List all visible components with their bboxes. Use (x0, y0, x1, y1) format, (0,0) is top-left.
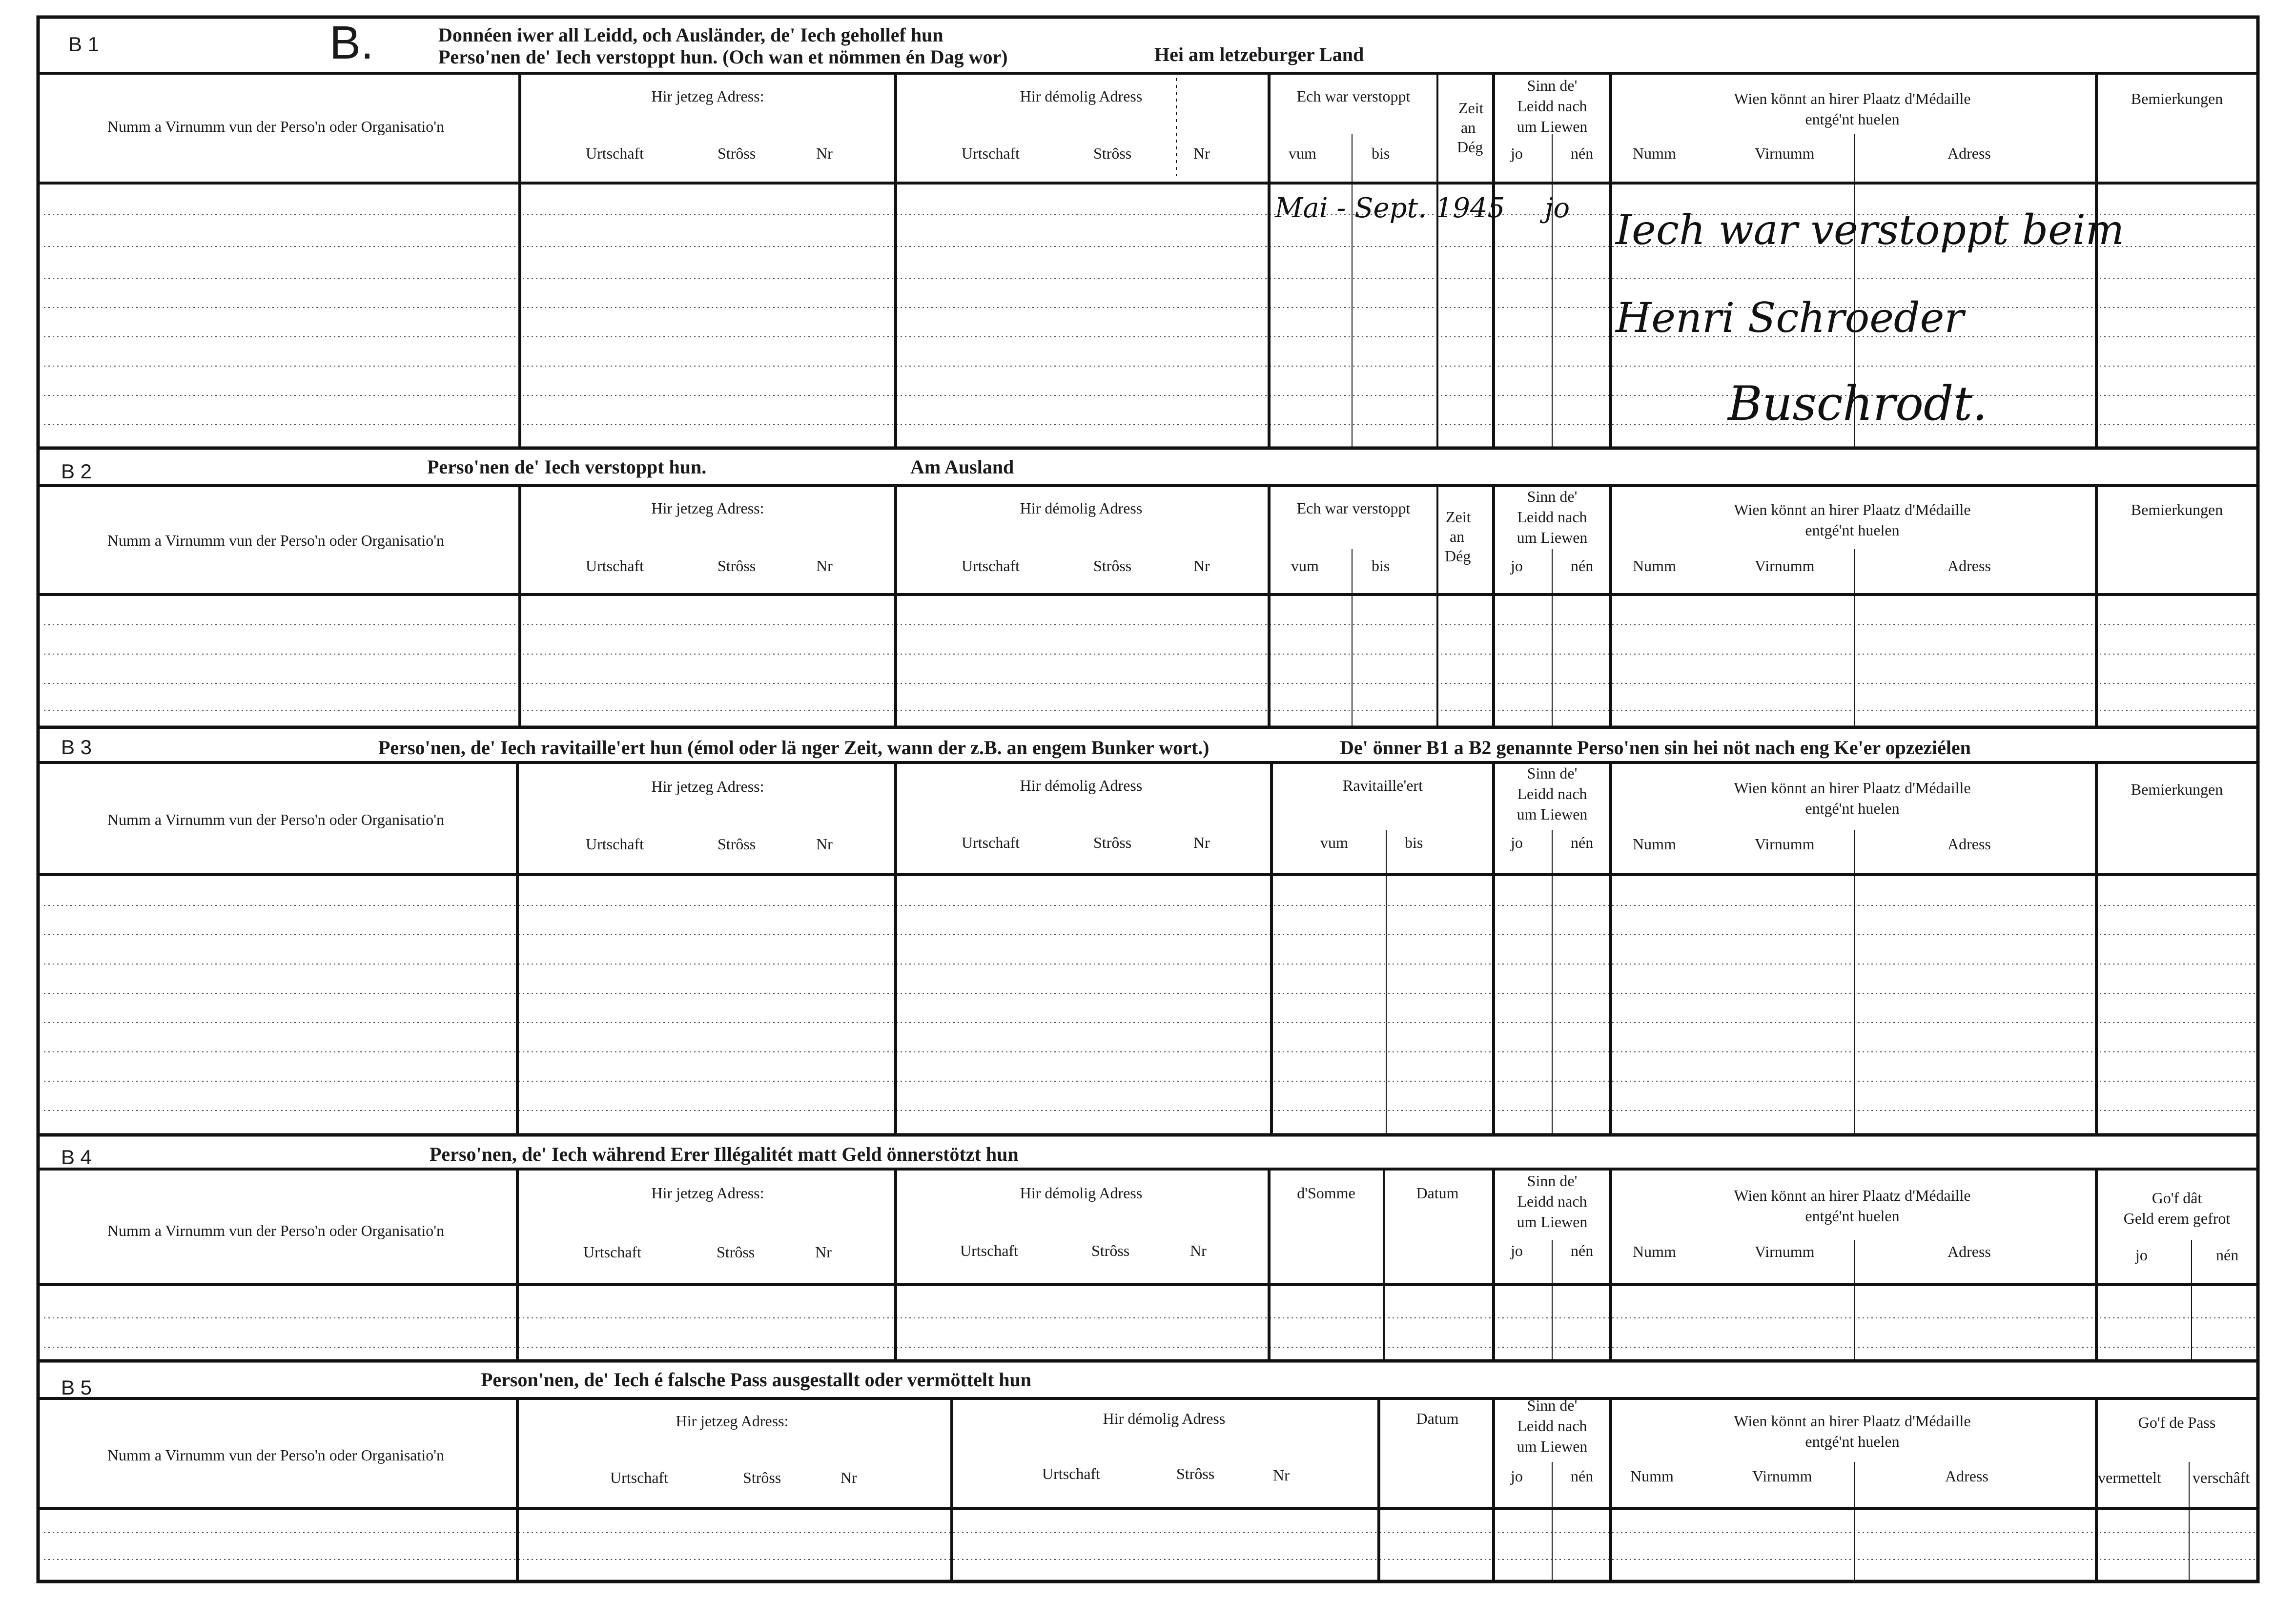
b1-sub-urtschaft-2: Urtschaft (962, 144, 1020, 162)
b3-col-supplied: Ravitaille'ert (1343, 777, 1423, 794)
b5-sub-numm: Numm (1630, 1467, 1674, 1485)
b4-title: Perso'nen, de' Iech während Erer Illégalitét matt Geld önnerstötzt hun (430, 1143, 1019, 1165)
b4-col-risk-3: um Liewen (1517, 1213, 1588, 1231)
b2-col-risk-2: Leidd nach (1517, 508, 1587, 526)
b4-sub-urtschaft-2: Urtschaft (960, 1242, 1019, 1259)
b3-col-name: Numm a Virnumm vun der Perso'n oder Organisatio'n (107, 811, 445, 828)
b2-title: Perso'nen de' Iech verstoppt hun. (427, 456, 707, 478)
b4-sub-nen2: nén (2216, 1246, 2239, 1264)
b2-col-current-addr: Hir jetzeg Adress: (651, 499, 764, 517)
b3-sub-adress: Adress (1948, 835, 1991, 853)
b2-sub-virnumm: Virnumm (1755, 557, 1815, 575)
b4-col-medal-2: entgé'nt huelen (1805, 1207, 1900, 1225)
b1-col-risk-1: Sinn de' (1527, 77, 1578, 94)
b3-col-former-addr: Hir démolig Adress (1020, 777, 1143, 794)
b2-col-time-1: Zeit (1446, 508, 1471, 526)
b2-sub-nen: nén (1571, 557, 1594, 575)
b5-col-risk-1: Sinn de' (1527, 1397, 1578, 1414)
b3-section-id: B 3 (61, 736, 92, 759)
b1-title-line1: Donnéen iwer all Leidd, och Ausländer, de' Iech gehollef hun (438, 24, 943, 46)
b2-col-risk-3: um Liewen (1517, 529, 1588, 546)
b2-title-suffix: Am Ausland (910, 456, 1014, 478)
b4-col-risk-1: Sinn de' (1527, 1172, 1578, 1190)
b5-sub-stross-2: Strôss (1176, 1465, 1215, 1482)
b2-sub-urtschaft-2: Urtschaft (962, 557, 1020, 575)
b1-sub-nr: Nr (816, 144, 833, 162)
b4-sub-virnumm: Virnumm (1755, 1243, 1815, 1260)
b5-sub-verschaft: verschâft (2193, 1469, 2250, 1486)
b1-sub-adress: Adress (1948, 144, 1991, 162)
b5-sub-vermettelt: vermettelt (2098, 1469, 2161, 1486)
b3-sub-virnumm: Virnumm (1755, 835, 1815, 853)
b4-col-name: Numm a Virnumm vun der Perso'n oder Organisatio'n (107, 1222, 445, 1239)
b1-col-risk-2: Leidd nach (1517, 97, 1587, 115)
b2-col-name: Numm a Virnumm vun der Perso'n oder Organisatio'n (107, 532, 445, 549)
b1-col-hidden: Ech war verstoppt (1296, 87, 1411, 105)
b1-col-former-addr: Hir démolig Adress (1020, 87, 1143, 105)
b1-col-current-addr: Hir jetzeg Adress: (651, 87, 764, 105)
b2-col-medal-1: Wien könnt an hirer Plaatz d'Médaille (1734, 501, 1971, 518)
b1-hand-line1: Iech war verstoppt beim (1616, 206, 2125, 254)
b1-sub-stross-2: Strôss (1093, 144, 1132, 162)
b5-col-pass: Go'f de Pass (2138, 1414, 2216, 1431)
b4-sub-numm: Numm (1633, 1243, 1676, 1260)
b3-sub-bis: bis (1405, 834, 1423, 851)
b4-sub-nen: nén (1571, 1242, 1594, 1259)
b3-sub-urtschaft: Urtschaft (586, 835, 644, 853)
b5-sub-urtschaft-2: Urtschaft (1042, 1465, 1101, 1482)
b5-sub-nen: nén (1571, 1467, 1594, 1485)
b3-title-suffix: De' önner B1 a B2 genannte Perso'nen sin hei nöt nach eng Ke'er opzeziélen (1340, 737, 1971, 759)
b3-col-remarks: Bemierkungen (2131, 780, 2223, 798)
b3-sub-numm: Numm (1633, 835, 1676, 853)
b4-col-risk-2: Leidd nach (1517, 1192, 1587, 1210)
b2-sub-stross-2: Strôss (1093, 557, 1132, 575)
b3-sub-stross-2: Strôss (1093, 834, 1132, 851)
b2-sub-adress: Adress (1948, 557, 1991, 575)
b1-title-line2: Perso'nen de' Iech verstoppt hun. (Och wan et nömmen én Dag wor) (438, 46, 1008, 68)
b1-title-suffix: Hei am letzeburger Land (1154, 43, 1364, 65)
b2-sub-bis: bis (1372, 557, 1390, 575)
b3-sub-stross: Strôss (718, 835, 756, 853)
b2-col-time-2: an (1450, 528, 1465, 545)
b4-col-sum: d'Somme (1297, 1184, 1355, 1202)
b3-col-medal-1: Wien könnt an hirer Plaatz d'Médaille (1734, 779, 1971, 797)
b4-col-current-addr: Hir jetzeg Adress: (651, 1184, 764, 1202)
b1-sub-vum: vum (1289, 144, 1316, 162)
b1-hand-line2: Henri Schroeder (1616, 294, 1964, 342)
b5-col-current-addr: Hir jetzeg Adress: (676, 1412, 789, 1430)
b5-sub-nr: Nr (840, 1469, 857, 1486)
b5-sub-nr-2: Nr (1273, 1466, 1290, 1484)
b3-col-risk-2: Leidd nach (1517, 785, 1587, 802)
b4-section-id: B 4 (61, 1146, 92, 1169)
b4-sub-jo: jo (1511, 1242, 1523, 1259)
b1-sub-stross: Strôss (718, 144, 756, 162)
b2-sub-nr-2: Nr (1193, 557, 1210, 575)
b3-title: Perso'nen, de' Iech ravitaille'ert hun (émol oder lä nger Zeit, wann der z.B. an engem Bunker wort.) (378, 737, 1210, 759)
b1-hand-period: Mai - Sept. 1945 (1275, 192, 1505, 224)
b2-col-hidden: Ech war verstoppt (1296, 499, 1411, 517)
b2-sub-urtschaft: Urtschaft (586, 557, 644, 575)
b3-sub-nr: Nr (816, 835, 833, 853)
b4-sub-jo2: jo (2135, 1246, 2148, 1264)
b5-sub-virnumm: Virnumm (1752, 1467, 1812, 1485)
b3-sub-vum: vum (1320, 834, 1348, 851)
b5-col-name: Numm a Virnumm vun der Perso'n oder Organisatio'n (107, 1446, 445, 1464)
b1-col-medal-1: Wien könnt an hirer Plaatz d'Médaille (1734, 90, 1971, 107)
b2-col-time-3: Dég (1445, 547, 1471, 565)
b5-sub-adress: Adress (1945, 1467, 1988, 1485)
b2-sub-stross: Strôss (718, 557, 756, 575)
b2-sub-vum: vum (1291, 557, 1319, 575)
b5-sub-jo: jo (1511, 1467, 1523, 1485)
b4-col-medal-1: Wien könnt an hirer Plaatz d'Médaille (1734, 1187, 1971, 1204)
b5-col-date: Datum (1416, 1410, 1459, 1427)
b2-sub-nr: Nr (816, 557, 833, 575)
b1-sub-urtschaft: Urtschaft (586, 144, 644, 162)
b4-sub-nr-2: Nr (1190, 1242, 1207, 1259)
b1-col-remarks: Bemierkungen (2131, 90, 2223, 107)
b1-sub-bis: bis (1372, 144, 1390, 162)
form-letter: B. (329, 17, 374, 69)
b3-sub-jo: jo (1511, 834, 1523, 851)
b2-col-medal-2: entgé'nt huelen (1805, 521, 1900, 539)
b3-sub-nr-2: Nr (1193, 834, 1210, 851)
b1-hand-yes: jo (1545, 192, 1570, 224)
b5-col-risk-2: Leidd nach (1517, 1417, 1587, 1435)
b4-col-date: Datum (1416, 1184, 1459, 1202)
b1-sub-numm: Numm (1633, 144, 1676, 162)
b5-col-risk-3: um Liewen (1517, 1438, 1588, 1455)
b5-title: Person'nen, de' Iech é falsche Pass ausgestallt oder vermöttelt hun (481, 1369, 1032, 1391)
b2-section-id: B 2 (61, 460, 92, 483)
b1-sub-jo: jo (1511, 144, 1523, 162)
b2-col-risk-1: Sinn de' (1527, 488, 1578, 505)
b1-col-time-2: an (1461, 119, 1476, 136)
b1-sub-nr-2: Nr (1193, 144, 1210, 162)
b4-sub-stross-2: Strôss (1091, 1242, 1130, 1259)
b3-col-medal-2: entgé'nt huelen (1805, 800, 1900, 817)
b1-section-id: B 1 (68, 33, 100, 56)
section-b2 (38, 486, 2258, 727)
b4-sub-adress: Adress (1948, 1243, 1991, 1260)
b5-sub-urtschaft: Urtschaft (610, 1469, 669, 1486)
b2-col-former-addr: Hir démolig Adress (1020, 499, 1143, 517)
b4-col-former-addr: Hir démolig Adress (1020, 1184, 1143, 1202)
b4-sub-urtschaft: Urtschaft (583, 1243, 642, 1261)
b4-col-asked-1: Go'f dât (2152, 1189, 2202, 1207)
b4-col-asked-2: Geld erem gefrot (2123, 1210, 2231, 1227)
b5-col-medal-1: Wien könnt an hirer Plaatz d'Médaille (1734, 1412, 1971, 1430)
b2-sub-numm: Numm (1633, 557, 1676, 575)
b1-col-time-1: Zeit (1458, 99, 1484, 117)
b4-sub-nr: Nr (815, 1243, 832, 1261)
b3-sub-nen: nén (1571, 834, 1594, 851)
b1-col-risk-3: um Liewen (1517, 118, 1588, 135)
b5-section-id: B 5 (61, 1376, 92, 1399)
b3-col-risk-1: Sinn de' (1527, 764, 1578, 782)
b2-sub-jo: jo (1511, 557, 1523, 575)
b5-sub-stross: Strôss (743, 1469, 781, 1486)
b2-col-remarks: Bemierkungen (2131, 501, 2223, 518)
b1-col-time-3: Dég (1457, 138, 1483, 156)
b1-sub-nen: nén (1571, 144, 1594, 162)
b3-col-current-addr: Hir jetzeg Adress: (651, 778, 764, 795)
b1-sub-virnumm: Virnumm (1755, 144, 1815, 162)
b1-hand-line3: Buschrodt. (1728, 376, 1988, 431)
b5-col-medal-2: entgé'nt huelen (1805, 1433, 1900, 1450)
b1-col-name: Numm a Virnumm vun der Perso'n oder Organisatio'n (107, 118, 445, 135)
b4-sub-stross: Strôss (717, 1243, 755, 1261)
b3-col-risk-3: um Liewen (1517, 805, 1588, 823)
b1-col-medal-2: entgé'nt huelen (1805, 110, 1900, 128)
b5-col-former-addr: Hir démolig Adress (1103, 1410, 1226, 1427)
b3-sub-urtschaft-2: Urtschaft (962, 834, 1020, 851)
